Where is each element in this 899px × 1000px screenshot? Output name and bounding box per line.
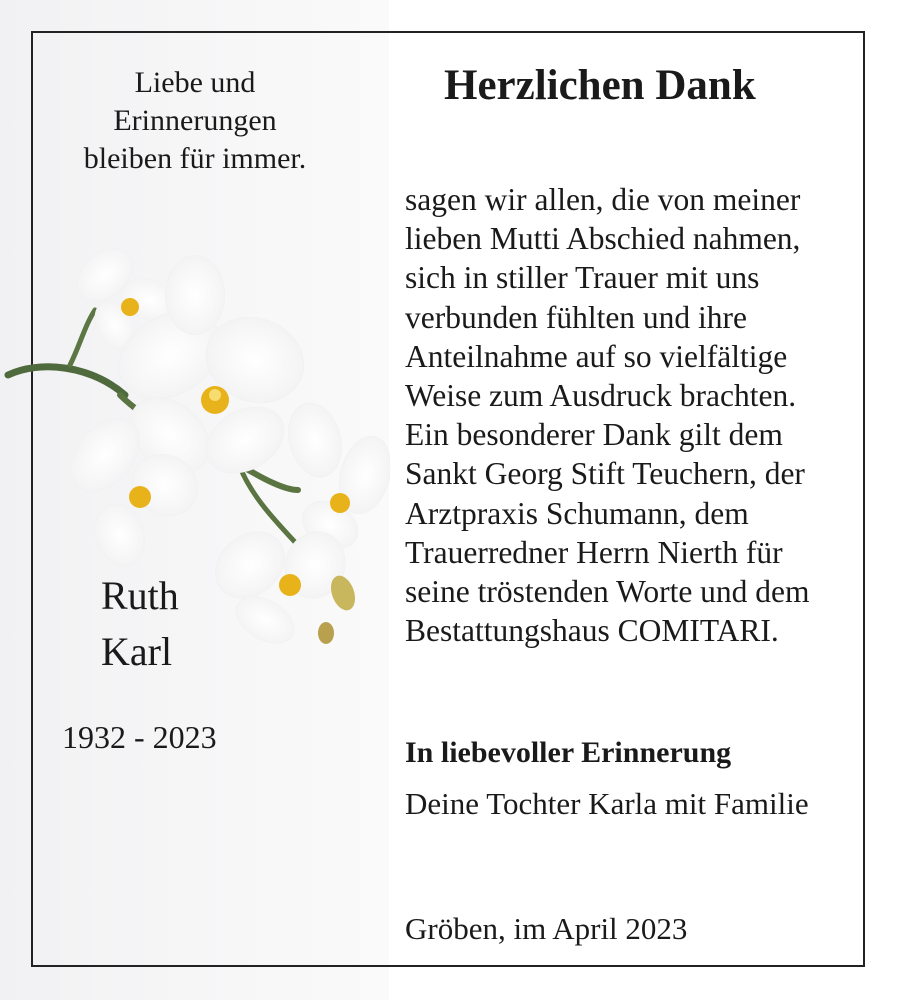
motto-line: Erinnerungen <box>113 104 277 137</box>
message-line: seine tröstenden Worte und dem <box>405 574 810 610</box>
motto <box>40 64 350 178</box>
place-date: Gröben, im April 2023 <box>405 911 688 946</box>
closing-phrase: In liebevoller Erinnerung <box>405 736 732 769</box>
message-line: sich in stiller Trauer mit uns <box>405 260 760 296</box>
message-line: Arztpraxis Schumann, dem <box>405 495 749 531</box>
message-line: Sankt Georg Stift Teuchern, der <box>405 456 805 492</box>
page-title: Herzlichen Dank <box>444 62 756 109</box>
message-line: sagen wir allen, die von meiner <box>405 182 801 217</box>
deceased-first-name: Ruth <box>101 573 179 618</box>
signature: Deine Tochter Karla mit Familie <box>405 786 809 821</box>
life-dates: 1932 - 2023 <box>62 719 217 755</box>
message-line: Weise zum Ausdruck brachten. <box>405 378 797 414</box>
motto-line: Liebe und <box>134 66 256 99</box>
message-line: Trauerredner Herrn Nierth für <box>405 534 783 570</box>
message-line: Ein besonderer Dank gilt dem <box>405 417 783 453</box>
motto-line: bleiben für immer. <box>83 142 307 175</box>
message-line: lieben Mutti Abschied nahmen, <box>405 221 801 257</box>
deceased-last-name: Karl <box>101 629 173 674</box>
thanks-message <box>405 180 875 650</box>
message-line: verbunden fühlten und ihre <box>405 299 748 335</box>
orchid-branch-icon <box>0 235 390 655</box>
message-line: Anteilnahme auf so vielfältige <box>405 338 788 374</box>
message-line: Bestattungshaus COMITARI. <box>405 613 779 649</box>
